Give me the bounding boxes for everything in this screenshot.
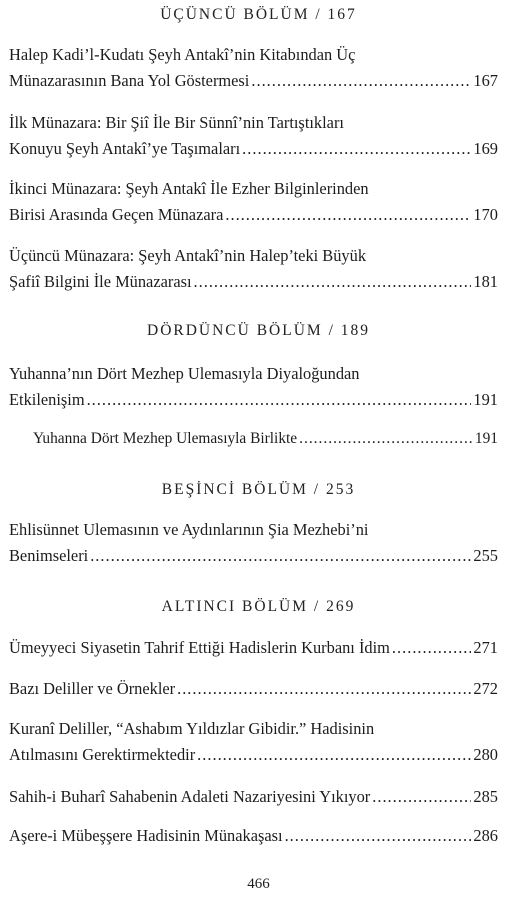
entry-title-line: Halep Kadi’l-Kudatı Şeyh Antakî’nin Kitabından Üç xyxy=(9,45,356,64)
entry-title-line: Aşere-i Mübeşşere Hadisinin Münakaşası xyxy=(9,826,283,845)
toc-entry xyxy=(9,823,498,849)
page-number: 286 xyxy=(473,826,498,845)
section-heading-4: DÖRDÜNCÜ BÖLÜM / 189 xyxy=(147,322,370,339)
leader-dots xyxy=(197,742,471,768)
toc-entry xyxy=(9,635,498,661)
entry-title-line: Yuhanna Dört Mezhep Ulemasıyla Birlikte xyxy=(33,430,298,447)
leader-dots xyxy=(251,68,471,94)
page-folio-number: 466 xyxy=(247,876,270,892)
toc-entry xyxy=(9,517,498,569)
toc-entry xyxy=(9,42,498,94)
page-number: 191 xyxy=(473,390,498,409)
page-number: 181 xyxy=(473,272,498,291)
toc-entry xyxy=(9,243,498,295)
page-number: 167 xyxy=(473,71,498,90)
leader-dots xyxy=(372,784,471,810)
page-number: 255 xyxy=(473,546,498,565)
toc-subentry xyxy=(33,426,498,452)
entry-title-line: Konuyu Şeyh Antakî’ye Taşımaları xyxy=(9,139,241,158)
page-number: 191 xyxy=(474,430,498,447)
leader-dots xyxy=(242,136,471,162)
toc-entry xyxy=(9,676,498,702)
leader-dots xyxy=(90,543,471,569)
entry-title-line: Birisi Arasında Geçen Münazara xyxy=(9,205,224,224)
leader-dots xyxy=(194,269,472,295)
leader-dots xyxy=(285,823,472,849)
entry-title-line: Üçüncü Münazara: Şeyh Antakî’nin Halep’teki Büyük xyxy=(9,246,367,265)
entry-title-line: Sahih-i Buharî Sahabenin Adaleti Nazariyesini Yıkıyor xyxy=(9,787,371,806)
page-number: 169 xyxy=(473,139,498,158)
section-heading-3: ÜÇÜNCÜ BÖLÜM / 167 xyxy=(160,6,357,23)
toc-entry xyxy=(9,716,498,768)
section-heading-6: ALTINCI BÖLÜM / 269 xyxy=(161,598,356,615)
section-heading-5: BEŞİNCİ BÖLÜM / 253 xyxy=(161,481,356,498)
entry-title-line: Etkilenişim xyxy=(9,390,85,409)
entry-title-line: Yuhanna’nın Dört Mezhep Ulemasıyla Diyaloğundan xyxy=(9,364,360,383)
toc-entry xyxy=(9,361,498,413)
page-number: 285 xyxy=(473,787,498,806)
entry-title-line: Kuranî Deliller, “Ashabım Yıldızlar Gibidir.” Hadisinin xyxy=(9,719,375,738)
leader-dots xyxy=(225,202,471,228)
page-number: 170 xyxy=(473,205,498,224)
leader-dots xyxy=(299,426,473,452)
entry-title-line: İlk Münazara: Bir Şiî İle Bir Sünnî’nin Tartıştıkları xyxy=(9,113,344,132)
entry-title-line: İkinci Münazara: Şeyh Antakî İle Ezher Bilginlerinden xyxy=(9,179,369,198)
page-number: 280 xyxy=(473,745,498,764)
entry-title-line: Bazı Deliller ve Örnekler xyxy=(9,679,176,698)
entry-title-line: Ehlisünnet Ulemasının ve Aydınlarının Şia Mezhebi’ni xyxy=(9,520,369,539)
leader-dots xyxy=(177,676,471,702)
toc-entry xyxy=(9,110,498,162)
entry-title-line: Şafiî Bilgini İle Münazarası xyxy=(9,272,192,291)
leader-dots xyxy=(392,635,471,661)
toc-entry xyxy=(9,176,498,228)
page-number: 272 xyxy=(473,679,498,698)
page-number: 271 xyxy=(473,638,498,657)
entry-title-line: Ümeyyeci Siyasetin Tahrif Ettiği Hadislerin Kurbanı İdim xyxy=(9,638,390,657)
leader-dots xyxy=(87,387,472,413)
entry-title-line: Münazarasının Bana Yol Göstermesi xyxy=(9,71,250,90)
entry-title-line: Atılmasını Gerektirmektedir xyxy=(9,745,196,764)
toc-entry xyxy=(9,784,498,810)
entry-title-line: Benimseleri xyxy=(9,546,89,565)
